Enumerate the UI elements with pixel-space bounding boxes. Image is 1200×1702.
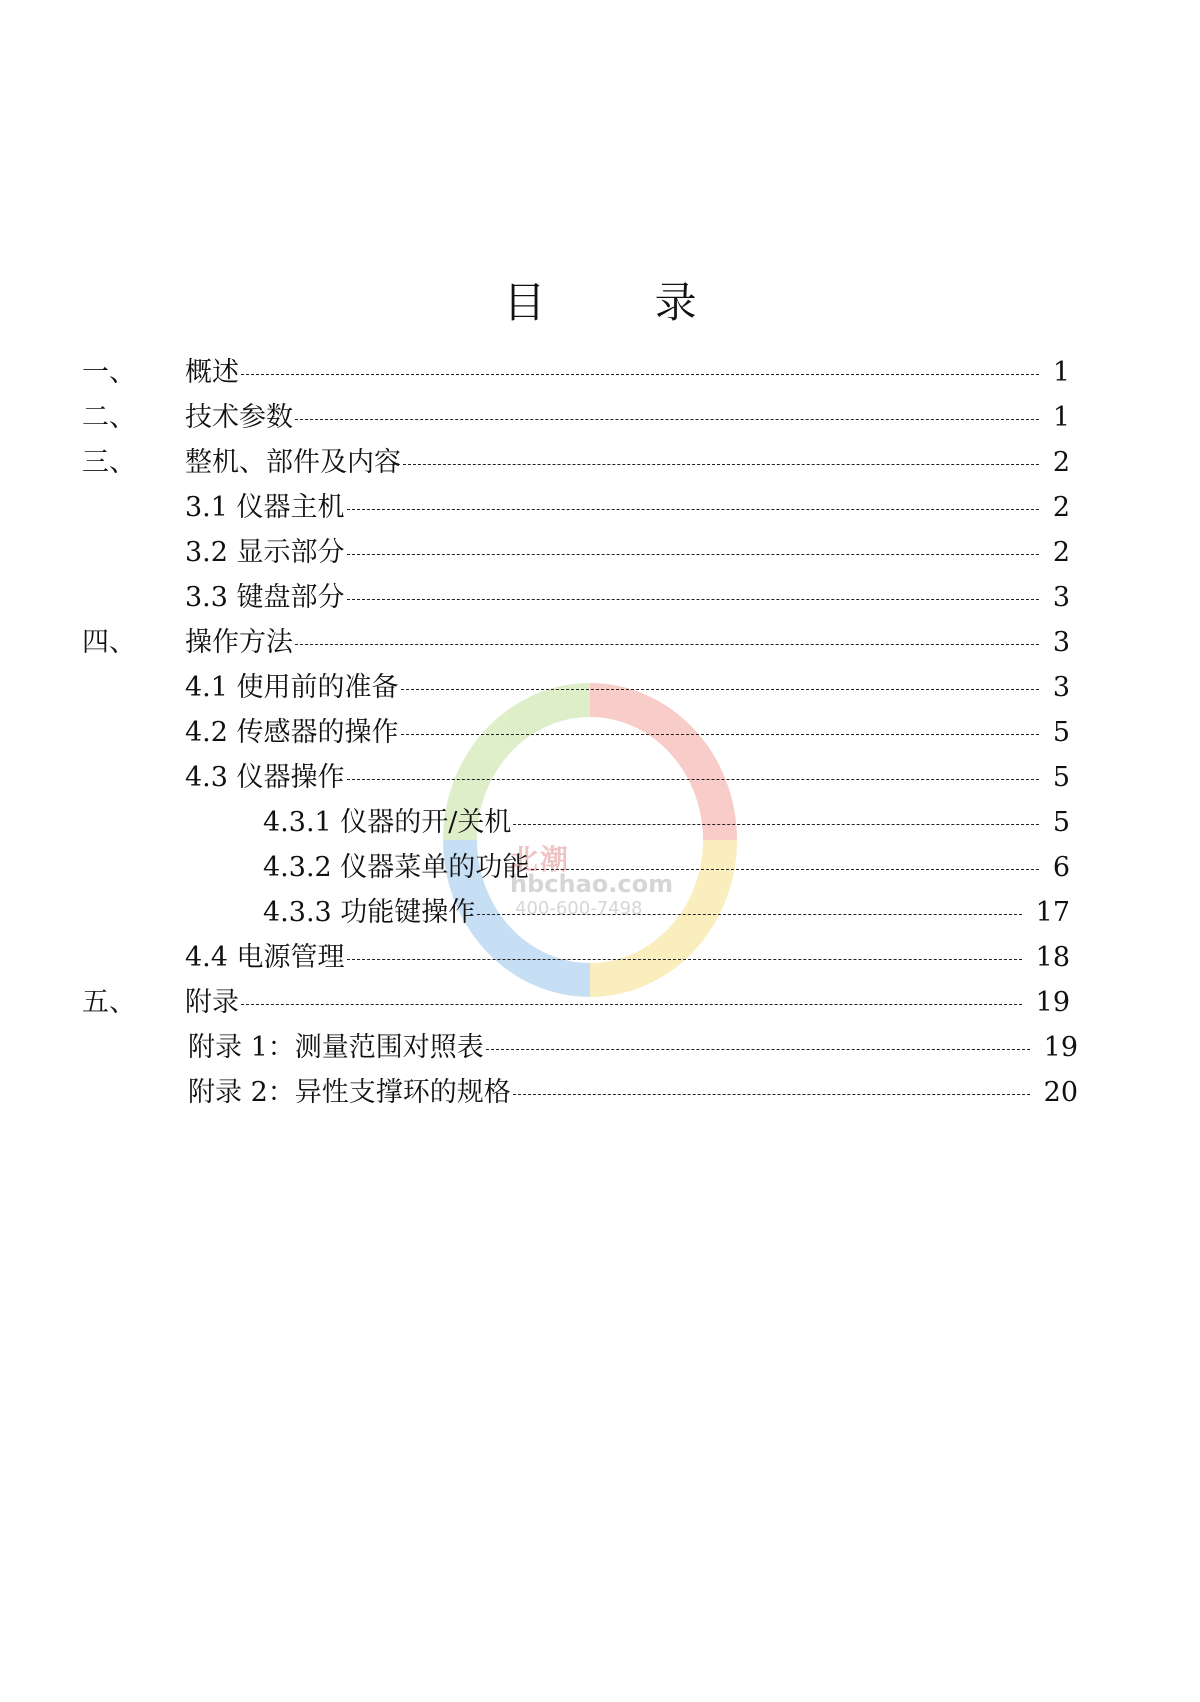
toc-entry-2[interactable]	[185, 398, 1070, 438]
toc-marker-5: 五、	[82, 987, 136, 1018]
toc-entry-text: 3.1 仪器主机	[185, 492, 345, 523]
toc-entry-text: 4.3 仪器操作	[185, 762, 345, 793]
toc-page-number: 19	[1043, 1032, 1078, 1063]
toc-page-number: 3	[1052, 627, 1070, 658]
toc-entry-text: 4.3.1 仪器的开/关机	[263, 807, 512, 838]
toc-leader	[347, 509, 1039, 510]
toc-entry-3-3[interactable]	[185, 578, 1070, 618]
toc-page-number: 17	[1035, 897, 1070, 928]
toc-page-number: 19	[1035, 987, 1070, 1018]
toc-page-number: 3	[1052, 582, 1070, 613]
toc-entry-text: 4.4 电源管理	[185, 942, 345, 973]
toc-page-number: 2	[1052, 537, 1070, 568]
toc-leader	[347, 959, 1022, 960]
toc-entry-4-3-2[interactable]	[263, 848, 1070, 888]
toc-entry-3-2[interactable]	[185, 533, 1070, 573]
toc-entry-4-3[interactable]	[185, 758, 1070, 798]
toc-leader	[486, 1049, 1030, 1050]
toc-entry-4-1[interactable]	[185, 668, 1070, 708]
toc-entry-text: 附录 2：异性支撑环的规格	[188, 1077, 511, 1108]
toc-leader	[295, 644, 1039, 645]
toc-leader	[401, 689, 1039, 690]
toc-page-number: 2	[1052, 492, 1070, 523]
toc-leader	[477, 914, 1021, 915]
toc-page-number: 1	[1052, 402, 1070, 433]
toc-entry-text: 4.1 使用前的准备	[185, 672, 399, 703]
toc-leader	[347, 599, 1039, 600]
toc-page-number: 5	[1052, 717, 1070, 748]
toc-entry-text: 整机、部件及内容	[185, 447, 401, 478]
toc-leader	[401, 734, 1039, 735]
toc-page-number: 3	[1052, 672, 1070, 703]
toc-leader	[295, 419, 1039, 420]
toc-marker-4: 四、	[82, 627, 136, 658]
toc-page-number: 2	[1052, 447, 1070, 478]
toc-entry-4-2[interactable]	[185, 713, 1070, 753]
toc-entry-text: 技术参数	[185, 402, 293, 433]
toc-entry-text: 4.2 传感器的操作	[185, 717, 399, 748]
toc-entry-3[interactable]	[185, 443, 1070, 483]
toc-leader	[347, 779, 1039, 780]
toc-page-number: 18	[1035, 942, 1070, 973]
toc-entry-1[interactable]	[185, 353, 1070, 393]
toc-leader	[347, 554, 1039, 555]
toc-marker-2: 二、	[82, 402, 136, 433]
toc-title: 目 录	[503, 278, 745, 327]
toc-entry-5[interactable]	[185, 983, 1070, 1023]
toc-leader	[241, 1004, 1022, 1005]
toc-entry-text: 概述	[185, 357, 239, 388]
toc-entry-text: 操作方法	[185, 627, 293, 658]
toc-page-number: 5	[1052, 762, 1070, 793]
toc-page-number: 1	[1052, 357, 1070, 388]
toc-entry-text: 3.2 显示部分	[185, 537, 345, 568]
toc-entry-text: 3.3 键盘部分	[185, 582, 345, 613]
toc-marker-1: 一、	[82, 357, 136, 388]
toc-entry-3-1[interactable]	[185, 488, 1070, 528]
toc-entry-4-3-3[interactable]	[263, 893, 1070, 933]
toc-leader	[513, 1094, 1030, 1095]
toc-page-number: 20	[1043, 1077, 1078, 1108]
watermark-phone: 400-600-7498	[515, 898, 643, 919]
toc-leader	[513, 824, 1038, 825]
toc-entry-appendix-1[interactable]	[188, 1028, 1078, 1068]
toc-leader	[241, 374, 1039, 375]
watermark-domain: hbchao.com	[510, 870, 674, 898]
toc-entry-4-3-1[interactable]	[263, 803, 1070, 843]
toc-page-number: 5	[1052, 807, 1070, 838]
toc-entry-text: 附录 1：测量范围对照表	[188, 1032, 484, 1063]
toc-entry-text: 附录	[185, 987, 239, 1018]
toc-entry-text: 4.3.2 仪器菜单的功能	[263, 852, 530, 883]
toc-page-number: 6	[1052, 852, 1070, 883]
toc-entry-4-4[interactable]	[185, 938, 1070, 978]
toc-leader	[403, 464, 1039, 465]
toc-marker-3: 三、	[82, 447, 136, 478]
toc-entry-appendix-2[interactable]	[188, 1073, 1078, 1113]
toc-leader	[531, 869, 1039, 870]
toc-entry-text: 4.3.3 功能键操作	[263, 897, 476, 928]
watermark-brand: 北潮	[510, 843, 571, 876]
toc-entry-4[interactable]	[185, 623, 1070, 663]
